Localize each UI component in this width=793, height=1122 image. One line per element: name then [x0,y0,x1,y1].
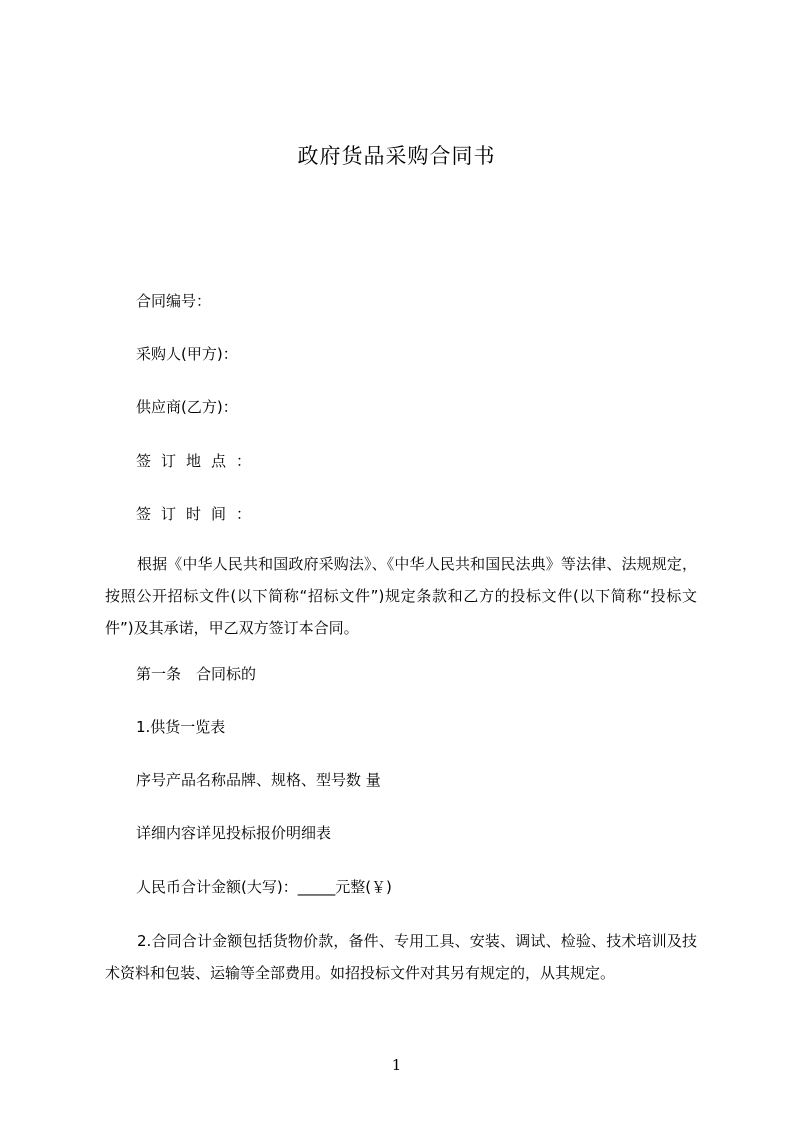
document-title: 政府货品采购合同书 [297,144,496,168]
item-2-paragraph: 2.合同合计金额包括货物价款，备件、专用工具、安装、调试、检验、技术培训及技术资料和包装、运输等全部费用。如招投标文件对其另有规定的，从其规定。 [105,932,697,982]
supplier-field: 供应商(乙方)： [136,398,238,416]
supply-table-note: 详细内容详见投标报价明细表 [136,824,332,842]
sign-time-field: 签订时间： [136,505,262,523]
supply-list-heading: 1.供货一览表 [136,718,226,736]
sign-place-field: 签订地点： [136,452,262,470]
intro-paragraph: 根据《中华人民共和国政府采购法》、《中华人民共和国民法典》等法律、法规规定，按照公开招标文件(以下简称“招标文件”)规定条款和乙方的投标文件(以下简称“投标文件”)及其承诺，甲乙双方签订本合同。 [105,555,697,637]
buyer-field: 采购人(甲方)： [136,345,238,363]
total-amount-line: 人民币合计金额(大写)：_____元整(￥) [136,878,392,896]
contract-number-field: 合同编号： [136,292,212,310]
article-1-heading: 第一条 合同标的 [136,665,257,683]
supply-table-header: 序号产品名称品牌、规格、型号数 量 [136,771,381,789]
page-number: 1 [391,1056,402,1074]
